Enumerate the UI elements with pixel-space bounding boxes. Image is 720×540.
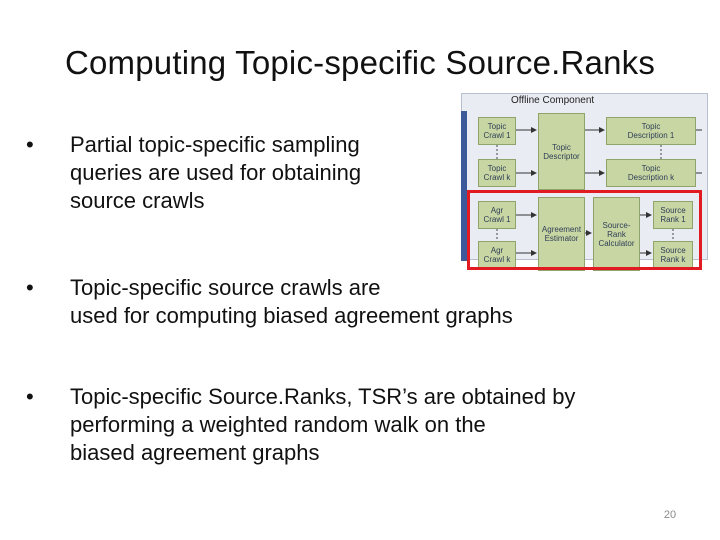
agreement-estimator-label: Agreement Estimator [541, 225, 582, 243]
topic-descriptor-label: Topic Descriptor [543, 142, 580, 161]
bullet-marker: • [26, 384, 34, 409]
slide-title: Computing Topic-specific Source.Ranks [64, 44, 656, 81]
topic-description-1-box [606, 117, 696, 145]
topic-crawl-k-box [478, 159, 516, 187]
topic-description-k-box [606, 159, 696, 187]
topic-description-1-label: Topic Description 1 [627, 122, 675, 140]
bullet-marker: • [26, 275, 34, 300]
source-rank-calculator-label: Source- Rank Calculator [598, 220, 635, 248]
highlight-frame [467, 190, 702, 270]
source-rank-k-label: Source Rank k [660, 246, 686, 264]
bullet-text: Topic-specific Source.Ranks, TSR’s are obtained by performing a weighted random walk on the biased agreement graphs [70, 384, 576, 465]
bullet-text: Partial topic-specific sampling queries are used for obtaining source crawls [70, 132, 362, 213]
source-rank-1-label: Source Rank 1 [660, 206, 686, 224]
bullet-marker: • [26, 132, 34, 157]
topic-crawl-1-box [478, 117, 516, 145]
agr-crawl-k-label: Agr Crawl k [483, 246, 511, 264]
bullet-text: Topic-specific source crawls are used for computing biased agreement graphs [70, 275, 513, 328]
bullet-item [26, 131, 446, 221]
topic-crawl-1-label: Topic Crawl 1 [483, 122, 511, 140]
diagram-header: Offline Component [511, 95, 595, 106]
topic-description-k-label: Topic Description k [627, 164, 675, 182]
page-number: 20 [663, 509, 677, 521]
offline-component-diagram [461, 93, 706, 273]
agr-crawl-1-label: Agr Crawl 1 [483, 206, 511, 224]
topic-descriptor-box [538, 113, 585, 190]
topic-crawl-k-label: Topic Crawl k [483, 164, 511, 182]
bullet-item [26, 274, 686, 334]
bullet-item [26, 383, 706, 473]
